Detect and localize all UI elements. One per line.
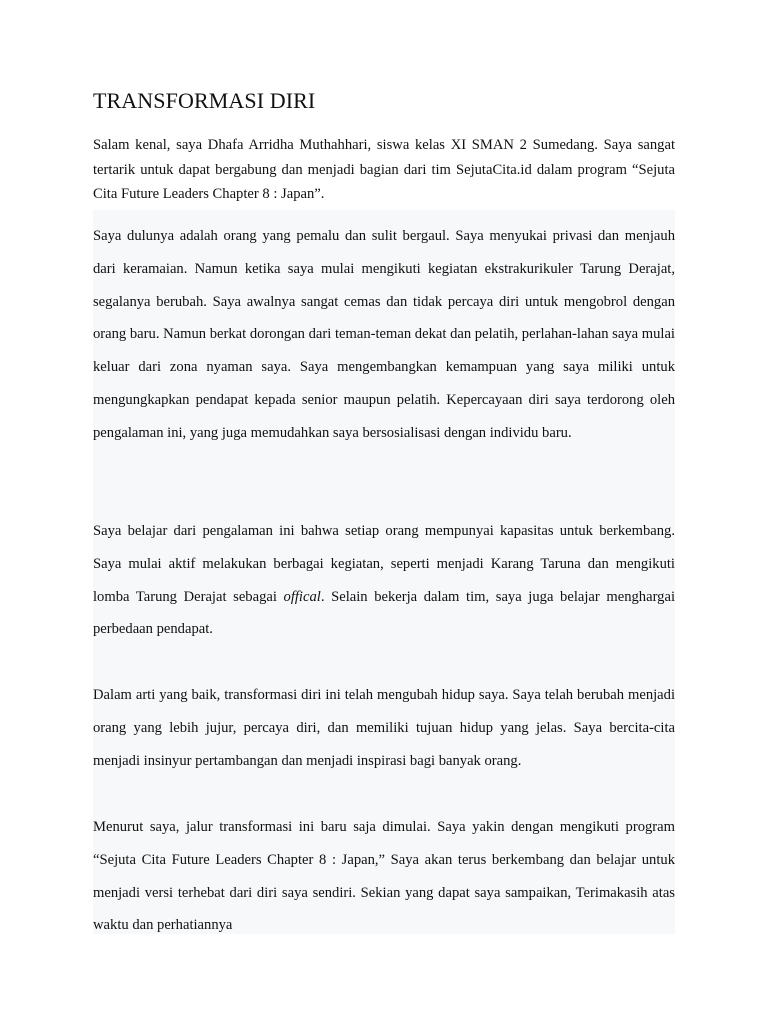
paragraph-2-italic-word: offical xyxy=(283,588,321,605)
body-paragraph-4: Menurut saya, jalur transformasi ini baru saja dimulai. Saya yakin dengan mengikuti program “Sejuta Cita Future Leaders Chapter 8 : Japan,” Saya akan terus berkembang dan belajar untuk menjadi versi terhebat dari diri saya sendiri. Sekian yang dapat saya sampaikan, Terimakasih atas waktu dan perhatiannya xyxy=(93,819,675,934)
paragraph-2-text-end: . Selain bekerja dalam tim, saya juga belajar menghargai perbedaan pendapat. xyxy=(93,588,675,638)
body-paragraph-2 xyxy=(93,515,675,646)
body-paragraph-3: Dalam arti yang baik, transformasi diri ini telah mengubah hidup saya. Saya telah berubah menjadi orang yang lebih jujur, percaya diri, dan memiliki tujuan hidup yang jelas. Saya bercita-cita menjadi insinyur pertambangan dan menjadi inspirasi bagi banyak orang. xyxy=(93,687,675,769)
document-title: TRANSFORMASI DIRI xyxy=(93,88,316,113)
paragraph-2-text-start: Saya belajar dari pengalaman ini bahwa setiap orang mempunyai kapasitas untuk berkembang. Saya mulai aktif melakukan berbagai kegiatan, seperti menjadi Karang Taruna dan mengikuti lomba Tarung Derajat sebagai xyxy=(93,523,675,605)
body-paragraph-1: Saya dulunya adalah orang yang pemalu dan sulit bergaul. Saya menyukai privasi dan menjauh dari keramaian. Namun ketika saya mulai mengikuti kegiatan ekstrakurikuler Tarung Derajat, segalanya berubah. Saya awalnya sangat cemas dan tidak percaya diri untuk mengobrol dengan orang baru. Namun berkat dorongan dari teman-teman dekat dan pelatih, perlahan-lahan saya mulai keluar dari zona nyaman saya. Saya mengembangkan kemampuan yang saya miliki untuk mengungkapkan pendapat kepada senior maupun pelatih. Kepercayaan diri saya terdorong oleh pengalaman ini, yang juga memudahkan saya bersosialisasi dengan individu baru. xyxy=(93,228,675,441)
intro-paragraph: Salam kenal, saya Dhafa Arridha Muthahhari, siswa kelas XI SMAN 2 Sumedang. Saya sangat tertarik untuk dapat bergabung dan menjadi bagian dari tim SejutaCita.id dalam program “Sejuta Cita Future Leaders Chapter 8 : Japan”. xyxy=(93,137,675,202)
